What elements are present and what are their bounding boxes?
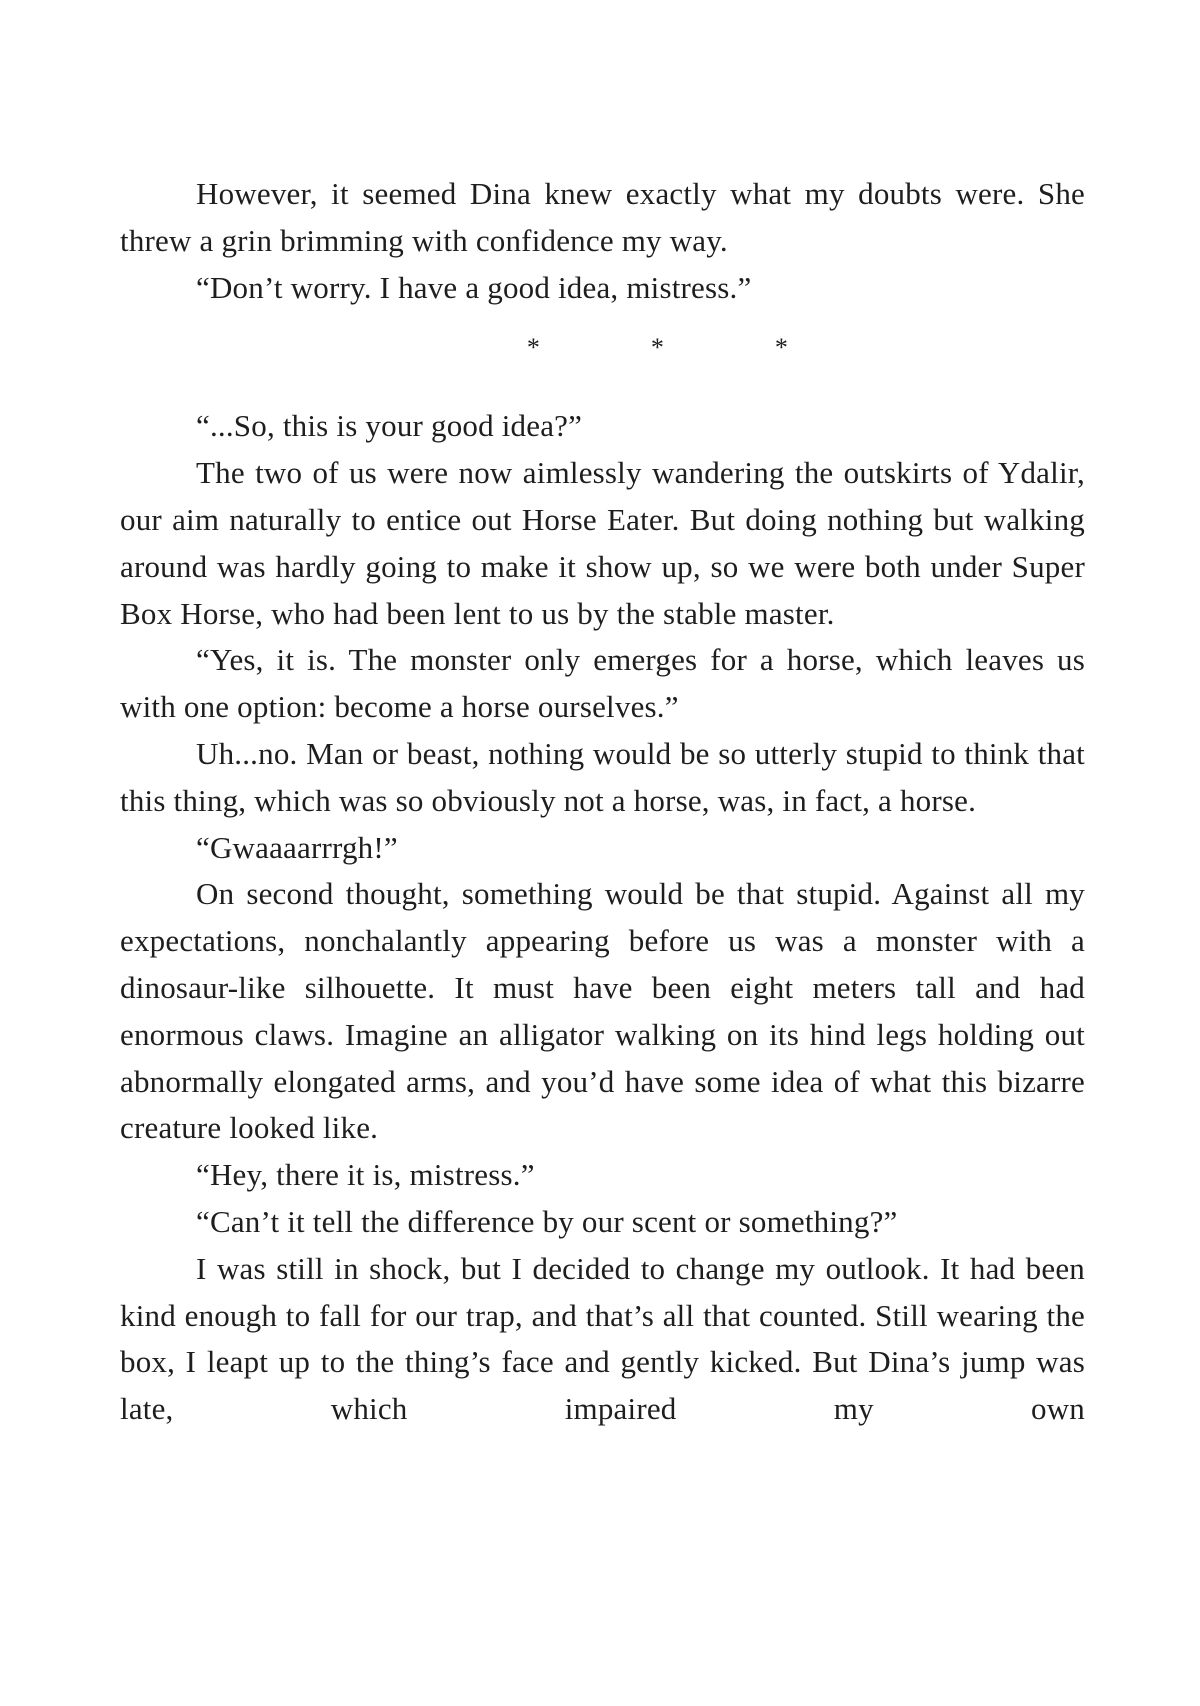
- paragraph: “Yes, it is. The monster only emerges for a horse, which leaves us with one option: become a horse ourselves.”: [120, 642, 1085, 725]
- paragraph: The two of us were now aimlessly wandering the outskirts of Ydalir, our aim naturally to entice out Horse Eater. But doing nothing but walking around was hardly going to make it show up, so we were both under Super Box Horse, who had been lent to us by the stable master.: [120, 455, 1085, 631]
- paragraph: I was still in shock, but I decided to change my outlook. It had been kind enough to fall for our trap, and that’s all that counted. Still wearing the box, I leapt up to the thing’s face and gently kicked. But Dina’s jump was late, which impaired my own: [120, 1250, 1085, 1427]
- scene-break-asterisk: *: [526, 333, 541, 363]
- scene-break-asterisk: *: [650, 333, 665, 363]
- paragraph: However, it seemed Dina knew exactly what my doubts were. She threw a grin brimming with confidence my way.: [120, 176, 1085, 258]
- body-text: [120, 171, 1085, 1433]
- scene-break: [120, 311, 1085, 403]
- paragraph: “Hey, there it is, mistress.”: [196, 1157, 535, 1193]
- paragraph: Uh...no. Man or beast, nothing would be so utterly stupid to think that this thing, which was so obviously not a horse, was, in fact, a horse.: [120, 735, 1085, 818]
- paragraph: On second thought, something would be that stupid. Against all my expectations, nonchalantly appearing before us was a monster with a dinosaur-like silhouette. It must have been eight meters tall and had enormous claws. Imagine an alligator walking on its hind legs holding out abnormally elongated arms, and you’d have some idea of what this bizarre creature looked like.: [120, 876, 1085, 1146]
- paragraph: “Can’t it tell the difference by our scent or something?”: [196, 1203, 898, 1239]
- paragraph: “Don’t worry. I have a good idea, mistress.”: [196, 269, 752, 305]
- scene-break-asterisk: *: [774, 333, 789, 363]
- paragraph: “...So, this is your good idea?”: [196, 408, 583, 444]
- paragraph: “Gwaaaarrrgh!”: [196, 829, 398, 865]
